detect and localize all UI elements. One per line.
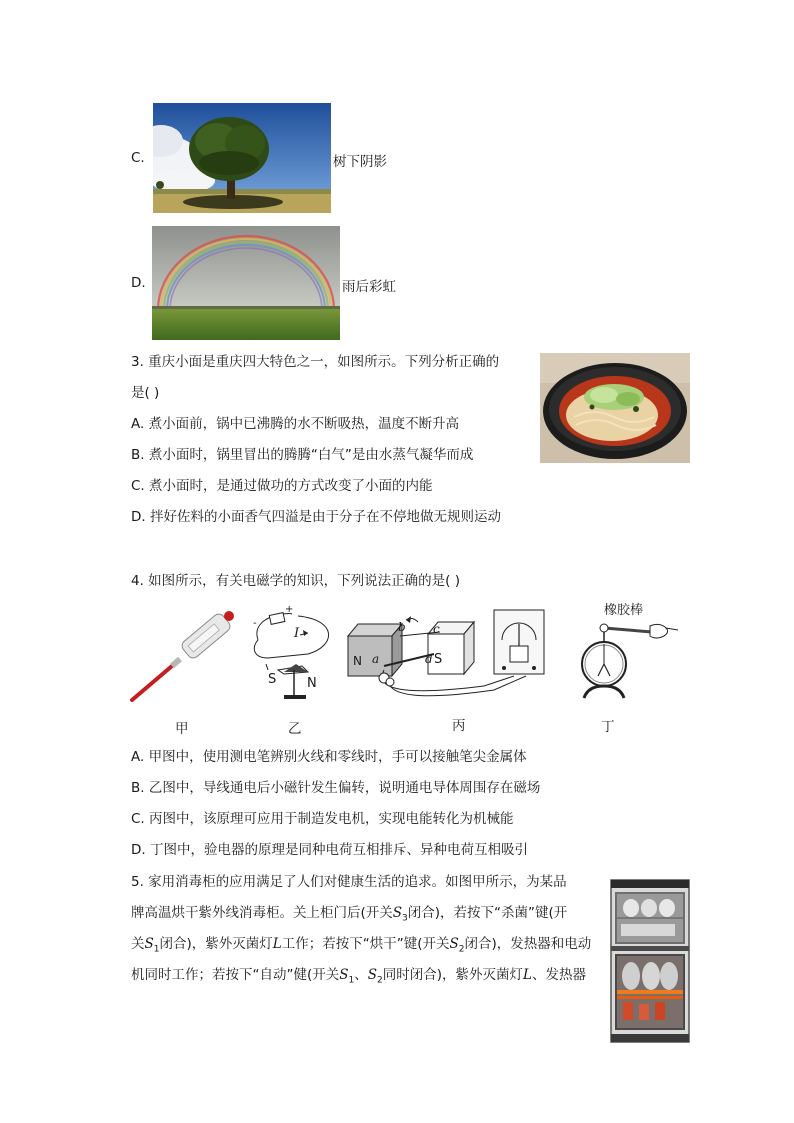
figure-ding-label: 丁 <box>601 719 615 735</box>
conductor-end-d: d <box>425 652 433 666</box>
magnet-n-pole: N <box>353 654 362 668</box>
electroscope-figure <box>574 616 680 702</box>
q4-stem: 4. 如图所示，有关电磁学的知识，下列说法正确的是( ) <box>131 573 460 589</box>
option-d-caption: 雨后彩虹 <box>342 279 396 295</box>
rubber-rod-label: 橡胶棒 <box>604 603 644 618</box>
compass-wire-figure <box>248 606 340 704</box>
switch-s1: S <box>144 936 154 952</box>
q4-option-d: D. 丁图中，验电器的原理是同种电荷互相排斥、异种电荷互相吸引 <box>131 842 528 858</box>
conductor-end-b: b <box>398 620 406 634</box>
figure-jia-label: 甲 <box>175 721 189 737</box>
switch-s2: S <box>449 936 459 952</box>
q3-option-a: A. 煮小面前，锅中已沸腾的水不断吸热，温度不断升高 <box>131 416 460 432</box>
q5-line3: 关$S_1$闭合)，紫外灭菌灯L工作；若按下“烘干”键(开关$S_2$闭合)，发热器和电动 <box>131 936 592 955</box>
q3-option-c: C. 煮小面时，是通过做功的方式改变了小面的内能 <box>131 478 433 494</box>
noodle-bowl-photo <box>540 353 690 463</box>
q3-option-b: B. 煮小面时，锅里冒出的腾腾“白气”是由水蒸气凝华而成 <box>131 447 474 463</box>
q5-line1: 5. 家用消毒柜的应用满足了人们对健康生活的追求。如图甲所示，为某品 <box>131 874 567 890</box>
switch-s3: S <box>392 905 403 921</box>
tree-shadow-photo <box>153 103 331 213</box>
option-c-letter: C. <box>131 150 145 166</box>
q3-option-d: D. 拌好佐料的小面香气四溢是由于分子在不停地做无规则运动 <box>131 509 501 525</box>
generator-experiment-figure <box>344 606 546 702</box>
option-d-letter: D. <box>131 275 146 291</box>
wire-minus-sign: - <box>253 618 257 629</box>
q4-option-b: B. 乙图中，导线通电后小磁针发生偏转，说明通电导体周围存在磁场 <box>131 780 541 796</box>
needle-s-pole: S <box>268 672 277 687</box>
option-c-caption: 树下阴影 <box>333 154 387 170</box>
q4-option-c: C. 丙图中，该原理可应用于制造发电机，实现电能转化为机械能 <box>131 811 514 827</box>
magnet-s-pole: S <box>434 652 443 667</box>
rainbow-photo <box>152 226 340 340</box>
q5-line4: 机同时工作；若按下“自动”健(开关$S_1$、$S_2$同时闭合)，紫外灭菌灯L、发热器 <box>131 967 586 986</box>
figure-bing-label: 丙 <box>452 718 466 734</box>
q4-option-a: A. 甲图中，使用测电笔辨别火线和零线时，手可以接触笔尖金属体 <box>131 749 527 765</box>
needle-n-pole: N <box>307 676 317 691</box>
q5-line2: 牌高温烘干紫外线消毒柜。关上柜门后(开关$S_3$闭合)，若按下“杀菌”键(开 <box>131 905 568 924</box>
wire-plus-sign: + <box>285 604 294 615</box>
figure-yi-label: 乙 <box>288 721 302 737</box>
q3-stem-line1: 3. 重庆小面是重庆四大特色之一，如图所示。下列分析正确的 <box>131 354 500 370</box>
q3-stem-line2: 是( ) <box>131 385 160 401</box>
current-symbol: I <box>294 626 300 641</box>
conductor-end-a: a <box>372 652 380 666</box>
test-pen-figure <box>128 608 238 704</box>
conductor-end-c: c <box>433 622 440 636</box>
uv-lamp-l: L <box>272 936 282 952</box>
disinfection-cabinet-photo <box>609 878 691 1046</box>
